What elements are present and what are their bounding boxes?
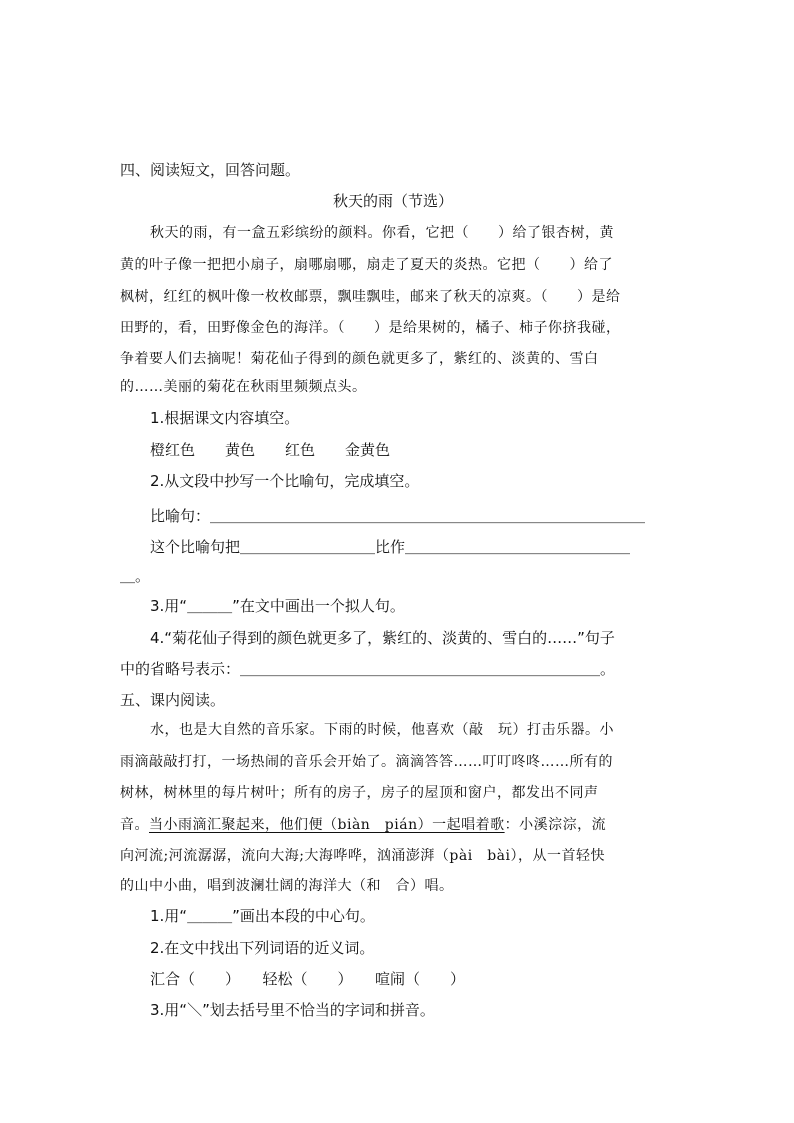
question-5-1: 1.用“＿＿＿”画出本段的中心句。 — [150, 907, 375, 925]
question-4-3: 3.用“＿＿＿”在文中画出一个拟人句。 — [150, 597, 405, 615]
passage-line-prefix: 音。 — [120, 817, 149, 833]
passage-line-suffix: ：小溪淙淙，流 — [504, 817, 607, 833]
question-4-4: 4.“菊花仙子得到的颜色就更多了，紫红的、淡黄的、雪白的……”句子 — [150, 629, 615, 647]
synonym-word-blanks: 汇合（ ） 轻松（ ） 喧闹（ ） — [150, 970, 466, 988]
passage-line — [120, 815, 606, 835]
passage-line: 争着要人们去摘呢！菊花仙子得到的颜色就更多了，紫红的、淡黄的、雪白 — [120, 351, 599, 367]
metaphor-compare-line: 这个比喻句把＿＿＿＿＿＿＿＿＿比作＿＿＿＿＿＿＿＿＿＿＿＿＿＿＿ — [150, 538, 631, 556]
passage-line: 田野的，看，田野像金色的海洋。（ ）是给果树的，橘子、柿子你挤我碰， — [120, 320, 621, 336]
passage-line: 黄的叶子像一把把小扇子，扇哪扇哪，扇走了夏天的炎热。它把（ ）给了 — [120, 257, 613, 273]
passage-line: 秋天的雨，有一盒五彩缤纷的颜料。你看，它把（ ）给了银杏树，黄 — [150, 225, 614, 241]
color-options: 橙红色 黄色 红色 金黄色 — [150, 441, 391, 459]
passage-line: 雨滴敲敲打打，一场热闹的音乐会开始了。滴滴答答……叮叮咚咚……所有的 — [120, 754, 613, 770]
section-four-heading: 四、阅读短文，回答问题。 — [120, 161, 301, 179]
passage-line: 的……美丽的菊花在秋雨里频频点头。 — [120, 379, 367, 395]
passage-line: 枫树，红红的枫叶像一枚枚邮票，飘哇飘哇，邮来了秋天的凉爽。（ ）是给 — [120, 289, 621, 305]
question-5-2: 2.在文中找出下列词语的近义词。 — [150, 939, 375, 957]
passage-line: 的山中小曲，唱到波澜壮阔的海洋大（和 合）唱。 — [120, 878, 454, 894]
ellipsis-answer-line: 中的省略号表示：＿＿＿＿＿＿＿＿＿＿＿＿＿＿＿＿＿＿＿＿＿＿＿＿。 — [120, 660, 616, 678]
question-5-3: 3.用“＼”划去括号里不恰当的字词和拼音。 — [150, 1001, 435, 1019]
passage-line: 向河流;河流潺潺，流向大海;大海哗哗，汹涌澎湃（pài bài），从一首轻快 — [120, 848, 606, 864]
metaphor-answer-line: 比喻句：＿＿＿＿＿＿＿＿＿＿＿＿＿＿＿＿＿＿＿＿＿＿＿＿＿＿＿＿＿ — [150, 507, 646, 525]
section-five-heading: 五、课内阅读。 — [120, 691, 226, 709]
question-4-1: 1.根据课文内容填空。 — [150, 409, 300, 427]
passage-line: 水，也是大自然的音乐家。下雨的时候，他喜欢（敲 玩）打击乐器。小 — [150, 722, 614, 738]
question-4-2: 2.从文段中抄写一个比喻句，完成填空。 — [150, 472, 420, 490]
passage-title: 秋天的雨（节选） — [333, 192, 454, 210]
passage-line: 树林，树林里的每片树叶；所有的房子，房子的屋顶和窗户，都发出不同声 — [120, 785, 599, 801]
underlined-central-sentence: 当小雨滴汇聚起来，他们便（biàn pián）一起唱着歌 — [149, 817, 505, 833]
metaphor-compare-end: ＿。 — [120, 567, 151, 585]
